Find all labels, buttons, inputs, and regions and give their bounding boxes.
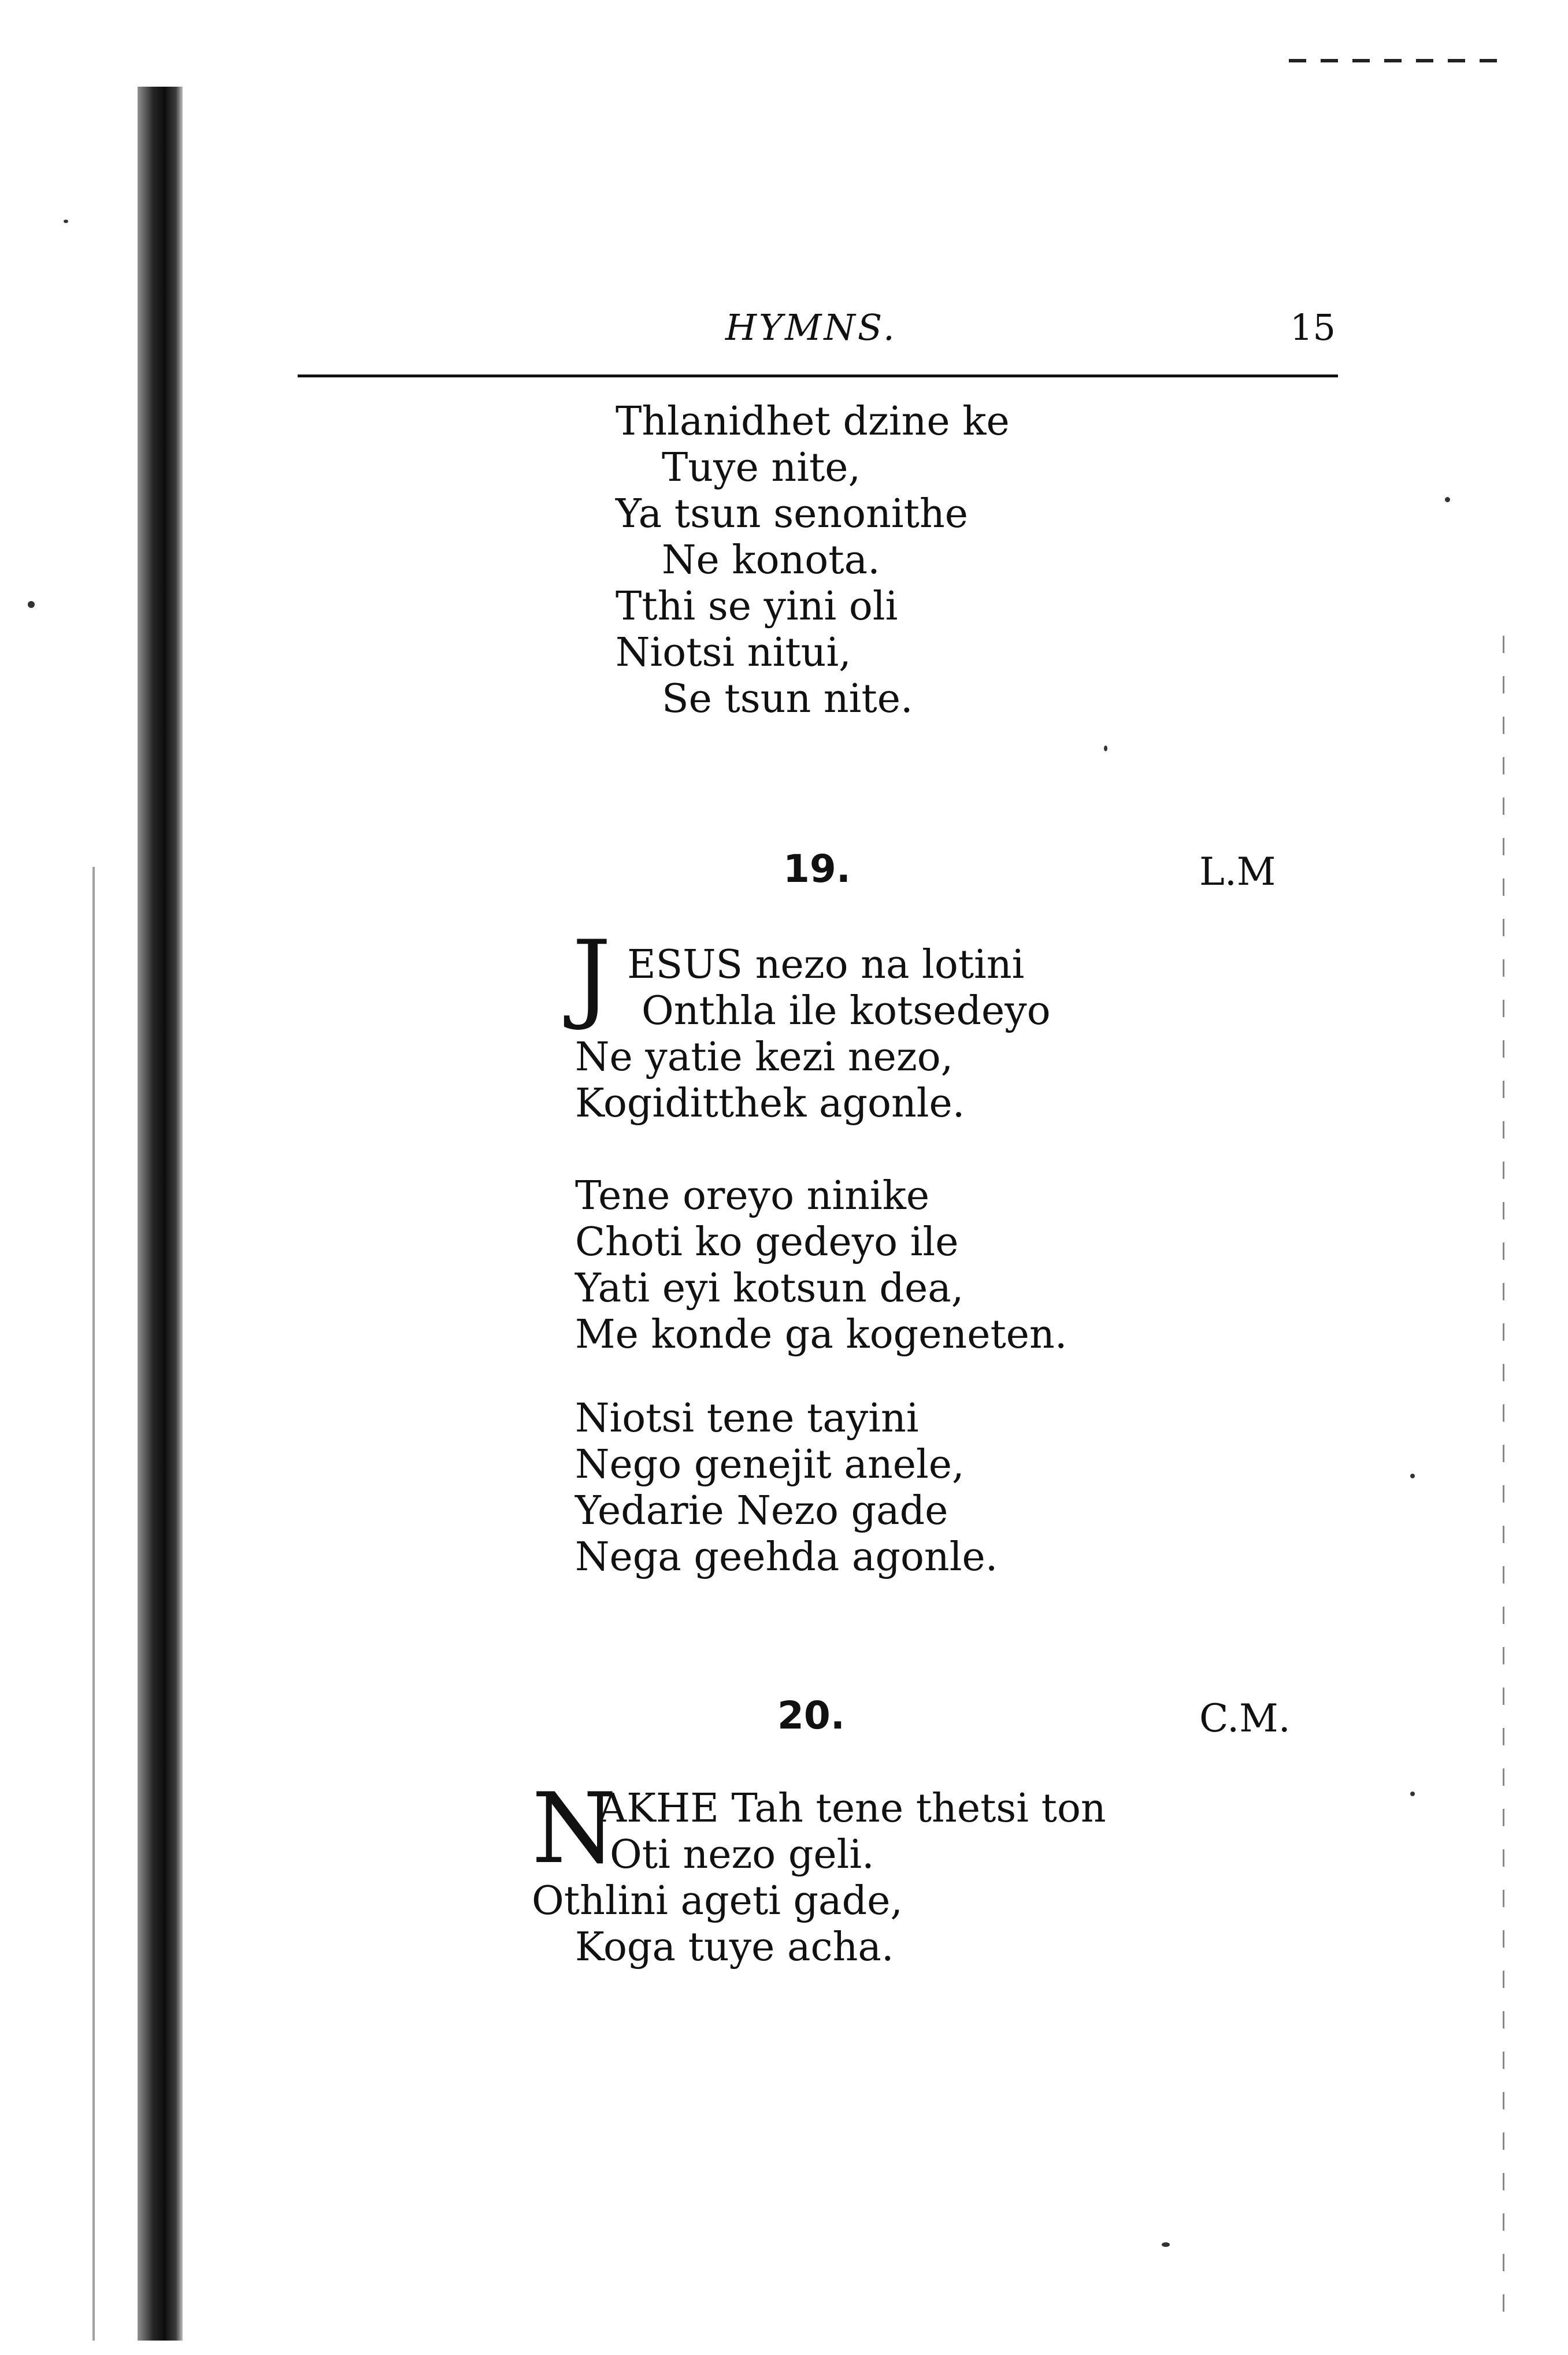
drop-cap: J [572,919,611,1033]
verse-line: Tene oreyo ninike [575,1173,930,1219]
verse-line: Othlini ageti gade, [532,1878,903,1924]
verse-line: Oti nezo geli. [610,1832,874,1878]
book-binding-edge [138,87,183,2341]
verse-line: Niotsi tene tayini [575,1396,919,1441]
verse-line: Koga tuye acha. [575,1924,894,1970]
scan-speck [1410,1792,1415,1796]
verse-line: ESUS nezo na lotini [627,942,1025,988]
hymn-meter: L.M [1199,850,1276,894]
verse-line: Tuye nite, [662,445,861,491]
scan-speck [1410,1474,1415,1478]
verse-line: Yedarie Nezo gade [575,1488,948,1534]
verse-line: Tthi se yini oli [616,584,898,629]
drop-cap: N [532,1772,617,1885]
verse-line: AKHE Tah tene thetsi ton [598,1786,1106,1831]
verse-line: Nego genejit anele, [575,1442,965,1488]
page-number: 15 [1290,306,1336,348]
header-rule [298,374,1338,377]
verse-line: Choti ko gedeyo ile [575,1219,959,1265]
scan-speck [28,601,35,608]
verse-line: Me konde ga kogeneten. [575,1312,1067,1358]
scan-speck [1162,2242,1170,2247]
verse-line: Thlanidhet dzine ke [616,399,1010,444]
verse-line: Se tsun nite. [662,676,913,722]
hymn-number: 20. [777,1693,845,1738]
running-title: HYMNS. [725,306,897,348]
scan-speck [64,220,68,223]
page-header [298,306,1338,364]
hymn-meter: C.M. [1199,1696,1291,1741]
top-edge-marks [1289,59,1508,62]
verse-line: Yati eyi kotsun dea, [575,1266,964,1311]
verse-line: Kogiditthek agonle. [575,1081,965,1126]
scan-speck [1104,746,1107,751]
scan-speck [1445,497,1450,502]
verse-line: Ne konota. [662,537,880,583]
verse-line: Niotsi nitui, [616,630,851,676]
verse-line: Ne yatie kezi nezo, [575,1034,954,1080]
verse-line: Ya tsun senonithe [616,491,968,537]
right-page-edge [1503,636,1504,2312]
hymn-number: 19. [783,847,851,891]
page-edge-shadow [92,867,95,2341]
verse-line: Onthla ile kotsedeyo [642,988,1051,1034]
verse-line: Nega geehda agonle. [575,1534,998,1580]
